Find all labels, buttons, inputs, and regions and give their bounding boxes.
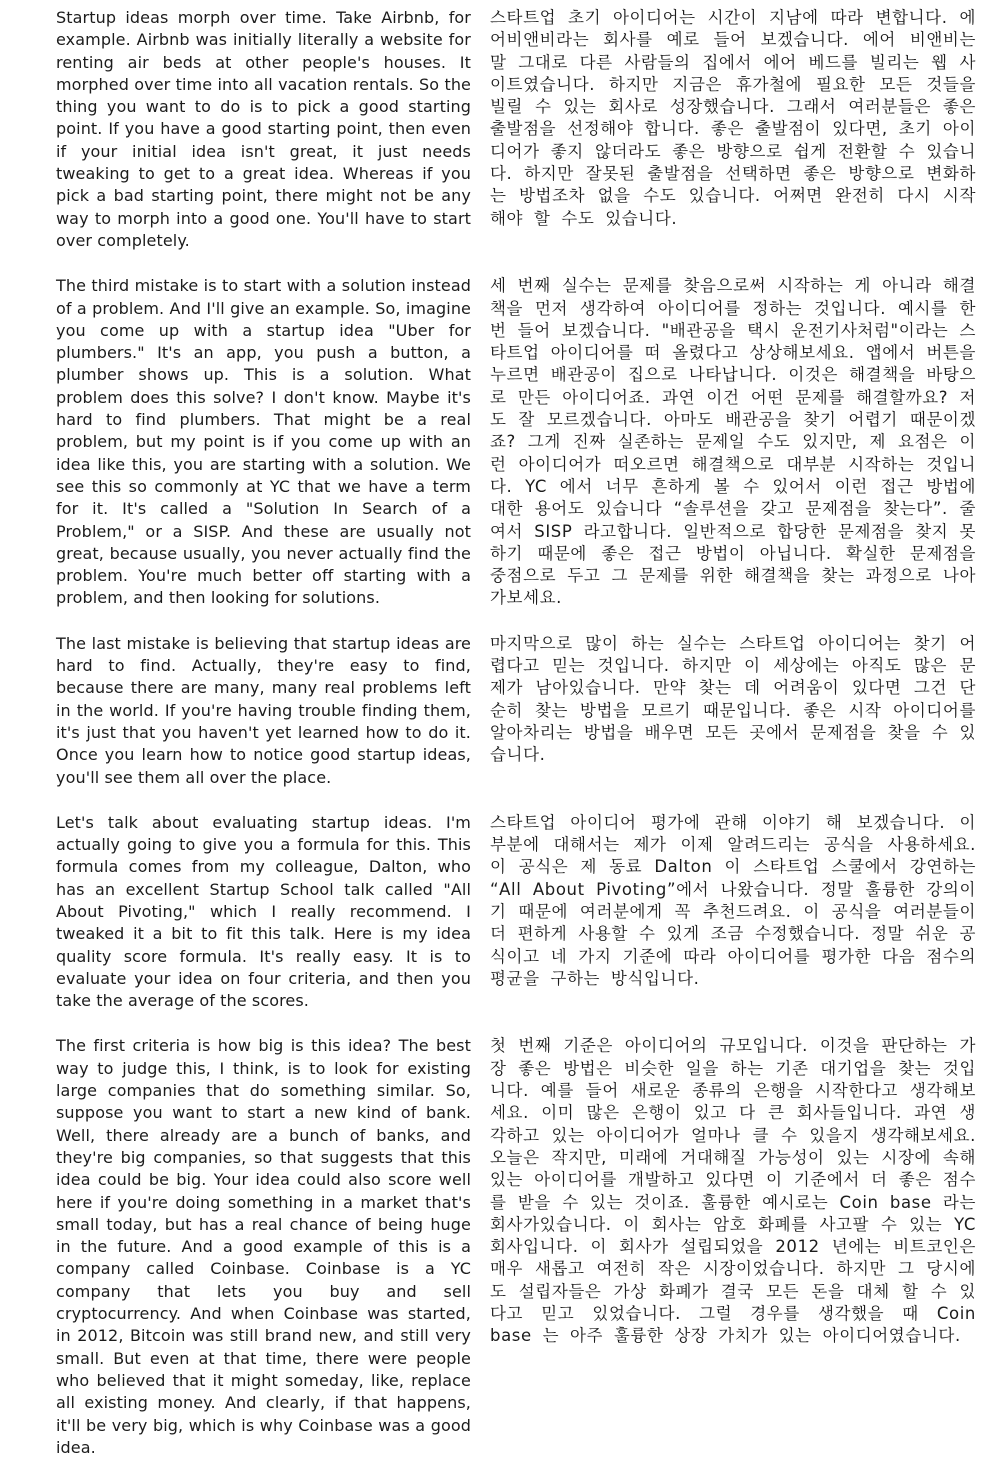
english-paragraph-4: Let's talk about evaluating startup ideas. I'm actually going to give you a formula for this. This formula comes from my colleague, Dalton, who has an excellent Startup School talk called "All About Pivoting," which I really recommend. I tweaked it a bit to fit this talk. Here is my idea quality score formula. It's really easy. It is to evaluate your idea on four criteria, and then you take the average of the scores. <box>56 812 471 1011</box>
english-paragraph-2: The third mistake is to start with a solution instead of a problem. And I'll give an example. So, imagine you come up with a startup idea "Uber for plumbers." It's an app, you push a button, a plumber shows up. This is a solution. What problem does this solve? I don't know. Maybe it's hard to find plumbers. That might be a real problem, but my point is if you come up with an idea like this, you are starting with a solution. We see this so commonly at YC that we have a term for it. It's called a "Solution In Search of a Problem," or a SISP. And these are usually not great, because usually, you never actually find the problem. You're much better off starting with a problem, and then looking for solutions. <box>56 276 471 608</box>
paragraph-pair-1 <box>56 7 976 252</box>
english-paragraph-3: The last mistake is believing that startup ideas are hard to find. Actually, they're easy to find, because there are many, many real problems left in the world. If you're having trouble finding them, it's just that you haven't yet learned how to do it. Once you learn how to notice good startup ideas, you'll see them all over the place. <box>56 633 471 787</box>
english-paragraph-5: The first criteria is how big is this idea? The best way to judge this, I think, is to look for existing large companies that do something similar. So, suppose you want to start a new kind of bank. Well, there already are a bunch of banks, and they're big companies, so that suggests that this idea could be big. Your idea could also score well here if you're doing something in a market that's small today, but has a real chance of being huge in the future. And a good example of this is a company called Coinbase. Coinbase is a YC company that lets you buy and sell cryptocurrency. And when Coinbase was started, in 2012, Bitcoin was still brand new, and still very small. But even at that time, there were people who believed that it might someday, like, replace all existing money. And clearly, if that happens, it'll be very big, which is why Coinbase was a good idea. <box>56 1036 471 1457</box>
korean-paragraph-3: 마지막으로 많이 하는 실수는 스타트업 아이디어는 찾기 어렵다고 믿는 것입니다. 하지만 이 세상에는 아직도 많은 문제가 남아있습니다. 만약 찾는 데 어려움이 있다면 그건 단순히 찾는 방법을 모르기 때문입니다. 좋은 시작 아이디어를 알아차리는 방법을 배우면 모든 곳에서 문제점을 찾을 수 있습니다. <box>490 633 976 765</box>
paragraph-pair-4 <box>56 812 976 1013</box>
english-paragraph-1: Startup ideas morph over time. Take Airbnb, for example. Airbnb was initially literally a website for renting air beds at other people's houses. It morphed over time into all vacation rentals. So the thing you want to do is to pick a good starting point. If you have a good starting point, then even if your initial idea isn't great, it just needs tweaking to get to a great idea. Whereas if you pick a bad starting point, there might not be any way to morph into a good one. You'll have to start over completely. <box>56 8 471 250</box>
korean-paragraph-4: 스타트업 아이디어 평가에 관해 이야기 해 보겠습니다. 이 부분에 대해서는 제가 이제 알려드리는 공식을 사용하세요. 이 공식은 제 동료 Dalton 이 스타트업 스쿨에서 강연하는 “All About Pivoting”에서 나왔습니다. 정말 훌륭한 강의이기 때문에 여러분에게 꼭 추천드려요. 이 공식을 여러분들이 더 편하게 사용할 수 있게 조금 수정했습니다. 정말 쉬운 공식이고 네 가지 기준에 따라 아이디어를 평가한 다음 점수의 평균을 구하는 방식입니다. <box>490 812 976 988</box>
paragraph-pair-5 <box>56 1035 976 1459</box>
korean-paragraph-1: 스타트업 초기 아이디어는 시간이 지남에 따라 변합니다. 에어비앤비라는 회사를 예로 들어 보겠습니다. 에어 비앤비는 말 그대로 다른 사람들의 집에서 에어 베드를 빌리는 웹 사이트였습니다. 하지만 지금은 휴가철에 필요한 모든 것들을 빌릴 수 있는 회사로 성장했습니다. 그래서 여러분들은 좋은 출발점을 선정해야 합니다. 좋은 출발점이 있다면, 초기 아이디어가 좋지 않더라도 좋은 방향으로 쉽게 전환할 수 있습니다. 하지만 잘못된 출발점을 선택하면 좋은 방향으로 변화하는 방법조차 없을 수도 있습니다. 어쩌면 완전히 다시 시작해야 할 수도 있습니다. <box>490 8 976 228</box>
paragraph-pair-3 <box>56 633 976 789</box>
korean-paragraph-2: 세 번째 실수는 문제를 찾음으로써 시작하는 게 아니라 해결책을 먼저 생각하여 아이디어를 정하는 것입니다. 예시를 한번 들어 보겠습니다. "배관공을 택시 운전기사처럼"이라는 스타트업 아이디어를 떠 올렸다고 상상해보세요. 앱에서 버튼을 누르면 배관공이 집으로 나타납니다. 이것은 해결책을 바탕으로 만든 아이디어죠. 과연 이건 어떤 문제를 해결할까요? 저도 잘 모르겠습니다. 아마도 배관공을 찾기 어렵기 때문이겠죠? 그게 진짜 실존하는 문제일 수도 있지만, 제 요점은 이런 아이디어가 떠오르면 해결책으로 대부분 시작하는 것입니다. YC 에서 너무 흔하게 볼 수 있어서 이런 접근 방법에 대한 용어도 있습니다 “솔루션을 갖고 문제점을 찾는다”. 줄여서 SISP 라고합니다. 일반적으로 합당한 문제점을 찾지 못하기 때문에 좋은 접근 방법이 아닙니다. 확실한 문제점을 중점으로 두고 그 문제를 위한 해결책을 찾는 과정으로 나아가보세요. <box>490 276 976 608</box>
korean-paragraph-5: 첫 번째 기준은 아이디어의 규모입니다. 이것을 판단하는 가장 좋은 방법은 비슷한 일을 하는 기존 대기업을 찾는 것입니다. 예를 들어 새로운 종류의 은행을 시작한다고 생각해보세요. 이미 많은 은행이 있고 다 큰 회사들입니다. 과연 생각하고 있는 아이디어가 얼마나 클 수 있을지 생각해보세요. 오늘은 작지만, 미래에 거대해질 가능성이 있는 시장에 속해있는 아이디어를 개발하고 있다면 이 기준에서 더 좋은 점수를 받을 수 있는 것이죠. 훌륭한 예시로는 Coin base 라는 회사가있습니다. 이 회사는 암호 화폐를 사고팔 수 있는 YC 회사입니다. 이 회사가 설립되었을 2012 년에는 비트코인은 매우 새롭고 여전히 작은 시장이었습니다. 하지만 그 당시에도 설립자들은 가상 화폐가 결국 모든 돈을 대체 할 수 있다고 믿고 있었습니다. 그럴 경우를 생각했을 때 Coin base 는 아주 훌륭한 상장 가치가 있는 아이디어였습니다. <box>490 1036 976 1346</box>
paragraph-pair-2 <box>56 275 976 609</box>
